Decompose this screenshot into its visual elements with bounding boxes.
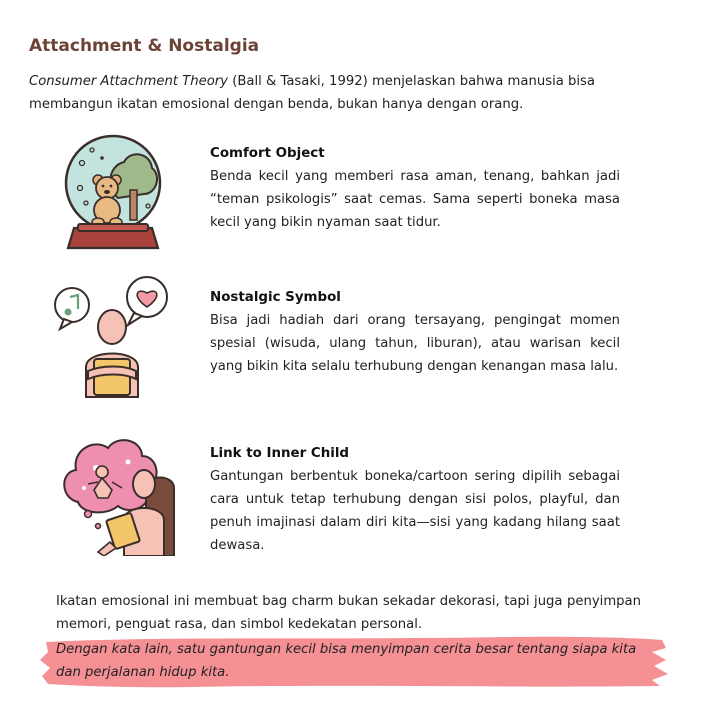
highlight-text: Dengan kata lain, satu gantungan kecil bisa menyimpan cerita besar tentang siapa kita dan perjalanan hidup kita. (56, 642, 637, 680)
inner-child-dream-icon (58, 432, 176, 556)
section-body: Bisa jadi hadiah dari orang tersayang, pengingat momen spesial (wisuda, ulang tahun, liburan), atau warisan kecil yang bikin kita selalu terhubung dengan kenangan masa lalu. (210, 313, 620, 374)
page-title: Attachment & Nostalgia (29, 36, 260, 56)
section-link-inner-child (210, 446, 620, 557)
theory-name: Consumer Attachment Theory (29, 74, 228, 89)
section-comfort-object (210, 146, 620, 234)
intro-text: (Ball & Tasaki, 1992) menjelaskan bahwa manusia bisa membangun ikatan emosional dengan benda, bukan hanya dengan orang. (29, 74, 596, 112)
section-nostalgic-symbol (210, 290, 620, 378)
highlight-banner (40, 634, 670, 690)
section-body: Gantungan berbentuk boneka/cartoon sering dipilih sebagai cara untuk tetap terhubung dengan sisi polos, playful, dan penuh imajinasi dalam diri kita—sisi yang kadang hilang saat dewasa. (210, 469, 620, 553)
section-heading: Comfort Object (210, 146, 325, 161)
section-heading: Nostalgic Symbol (210, 290, 341, 305)
section-body: Benda kecil yang memberi rasa aman, tenang, bahkan jadi “teman psikologis” saat cemas. Sama seperti boneka masa kecil yang bikin nyaman saat tidur. (210, 169, 620, 230)
person-hugging-memories-icon (52, 275, 172, 405)
closing-paragraph: Ikatan emosional ini membuat bag charm bukan sekadar dekorasi, tapi juga penyimpan memori, penguat rasa, dan simbol kedekatan personal. (56, 594, 641, 632)
intro-paragraph (29, 70, 649, 116)
section-heading: Link to Inner Child (210, 446, 350, 461)
snow-globe-teddy-icon (58, 128, 168, 253)
